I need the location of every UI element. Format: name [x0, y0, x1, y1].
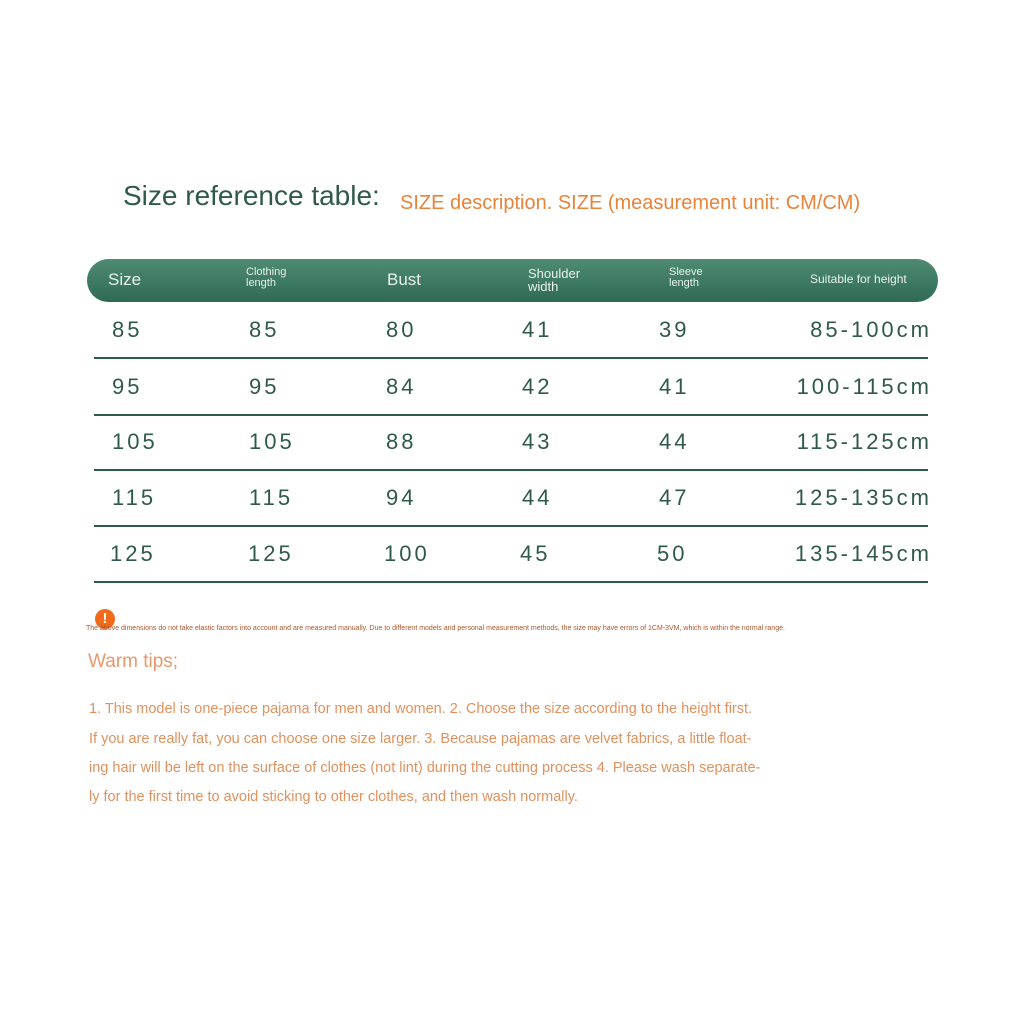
- cell-clothing-length: 125: [248, 541, 294, 566]
- size-description-subtitle: SIZE description. SIZE (measurement unit: CM/CM): [400, 192, 861, 214]
- table-row: [94, 533, 932, 583]
- row-divider: [94, 357, 928, 359]
- table-row: [94, 421, 932, 471]
- cell-clothing-length: 115: [249, 485, 294, 510]
- header-sleeve-length-line2: length: [669, 277, 699, 289]
- cell-suitable-height: 125-135cm: [794, 485, 932, 510]
- cell-clothing-length: 105: [249, 429, 295, 454]
- table-row: [94, 477, 932, 527]
- table-row: [94, 309, 932, 359]
- tips-line: ing hair will be left on the surface of clothes (not lint) during the cutting process 4. Please wash separate-: [89, 760, 761, 776]
- cell-shoulder-width: 45: [520, 541, 551, 566]
- cell-sleeve-length: 47: [659, 485, 690, 510]
- cell-sleeve-length: 50: [657, 541, 688, 566]
- header-shoulder-width: [528, 267, 580, 293]
- header-bust: Bust: [387, 270, 422, 289]
- cell-bust: 88: [386, 429, 417, 454]
- cell-sleeve-length: 41: [659, 374, 690, 399]
- cell-suitable-height: 100-115cm: [796, 374, 932, 399]
- cell-suitable-height: 115-125cm: [796, 429, 932, 454]
- cell-bust: 94: [386, 485, 417, 510]
- cell-shoulder-width: 42: [522, 374, 553, 399]
- cell-bust: 80: [386, 317, 417, 342]
- header-sleeve-length: [669, 267, 703, 289]
- cell-shoulder-width: 43: [522, 429, 553, 454]
- cell-clothing-length: 95: [249, 374, 280, 399]
- tips-line: ly for the first time to avoid sticking to other clothes, and then wash normally.: [89, 789, 578, 805]
- row-divider: [94, 581, 928, 583]
- tips-line: If you are really fat, you can choose one size larger. 3. Because pajamas are velvet fabrics, a little float-: [89, 731, 752, 747]
- cell-size: 85: [112, 317, 143, 342]
- cell-bust: 84: [386, 374, 417, 399]
- warning-icon: !: [95, 609, 115, 629]
- warm-tips-heading: Warm tips;: [88, 651, 179, 672]
- cell-shoulder-width: 44: [522, 485, 553, 510]
- cell-size: 95: [112, 374, 143, 399]
- header-clothing-length: [246, 267, 286, 289]
- cell-suitable-height: 85-100cm: [810, 317, 932, 342]
- header-shoulder-width-line2: width: [528, 279, 559, 294]
- header-shoulder-width-line1: Shoulder: [528, 266, 581, 281]
- row-divider: [94, 525, 928, 527]
- cell-suitable-height: 135-145cm: [794, 541, 932, 566]
- row-divider: [94, 469, 928, 471]
- header-suitable-height: Suitable for height: [810, 272, 907, 286]
- table-header: [87, 259, 938, 302]
- row-divider: [94, 414, 928, 416]
- cell-shoulder-width: 41: [522, 317, 553, 342]
- cell-size: 105: [112, 429, 158, 454]
- page-title: Size reference table:: [123, 180, 380, 211]
- cell-size: 115: [112, 485, 157, 510]
- cell-sleeve-length: 44: [659, 429, 690, 454]
- header-clothing-length-line1: Clothing: [246, 266, 287, 278]
- cell-size: 125: [110, 541, 156, 566]
- table-row: [94, 366, 932, 416]
- header-sleeve-length-line1: Sleeve: [669, 266, 703, 278]
- header-clothing-length-line2: length: [246, 277, 276, 289]
- measurement-note: The above dimensions do not take elastic factors into account and are measured manually. Due to different models and personal measurement methods, the size may have errors of 1CM-3VM, which is within the normal range.: [86, 625, 785, 632]
- cell-bust: 100: [384, 541, 430, 566]
- tips-line: 1. This model is one-piece pajama for men and women. 2. Choose the size according to the height first.: [89, 701, 753, 717]
- cell-sleeve-length: 39: [659, 317, 690, 342]
- cell-clothing-length: 85: [249, 317, 280, 342]
- header-size: Size: [108, 270, 142, 289]
